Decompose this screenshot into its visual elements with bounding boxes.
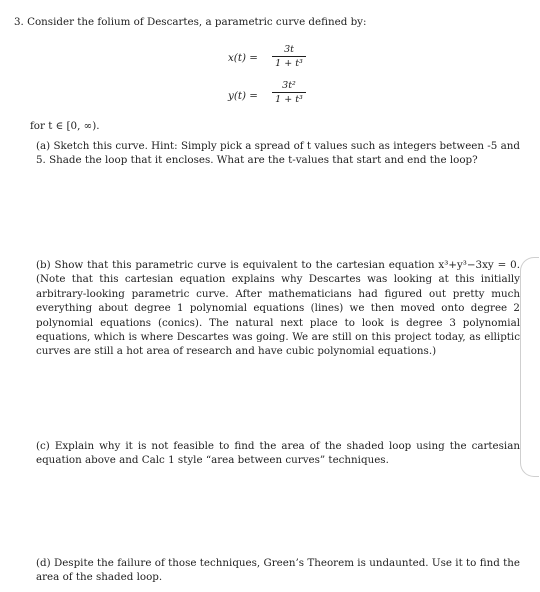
y-denominator: 1 + t³ — [275, 94, 303, 105]
x-denominator: 1 + t³ — [275, 58, 303, 69]
x-equation-lhs: x(t) = — [228, 52, 258, 64]
part-d: (d) Despite the failure of those techniques, Green’s Theorem is undaunted. Use it to find the area of the shaded loop. — [36, 557, 520, 584]
x-equation-fraction — [272, 44, 306, 69]
y-numerator: 3t² — [282, 80, 296, 91]
part-a: (a) Sketch this curve. Hint: Simply pick a spread of t values such as integers between -5 and 5. Shade the loop that it encloses. What are the t-values that start and end the loop? — [36, 140, 520, 167]
y-equation-fraction — [272, 80, 306, 105]
part-c: (c) Explain why it is not feasible to find the area of the shaded loop using the cartesian equation above and Calc 1 style “area between curves” techniques. — [36, 440, 520, 467]
x-numerator: 3t — [284, 44, 294, 55]
problem-intro: 3. Consider the folium of Descartes, a parametric curve defined by: — [14, 16, 367, 28]
side-bracket-decoration — [520, 257, 539, 477]
y-equation-lhs: y(t) = — [228, 90, 258, 102]
domain-text: for t ∈ [0, ∞). — [30, 120, 100, 132]
part-b: (b) Show that this parametric curve is equivalent to the cartesian equation x³+y³−3xy = 0. (Note that this cartesian equation explains why Descartes was looking at this initially arbitrary-looking parametric curve. After mathematicians had figured out pretty much everything about degree 1 polynomial equations (lines) we then moved onto degree 2 polynomial equations (conics). The natural next place to look is degree 3 polynomial equations, which is where Descartes was going. We are still on this project today, as elliptic curves are still a hot area of research and have cubic polynomial equations.) — [36, 259, 520, 358]
